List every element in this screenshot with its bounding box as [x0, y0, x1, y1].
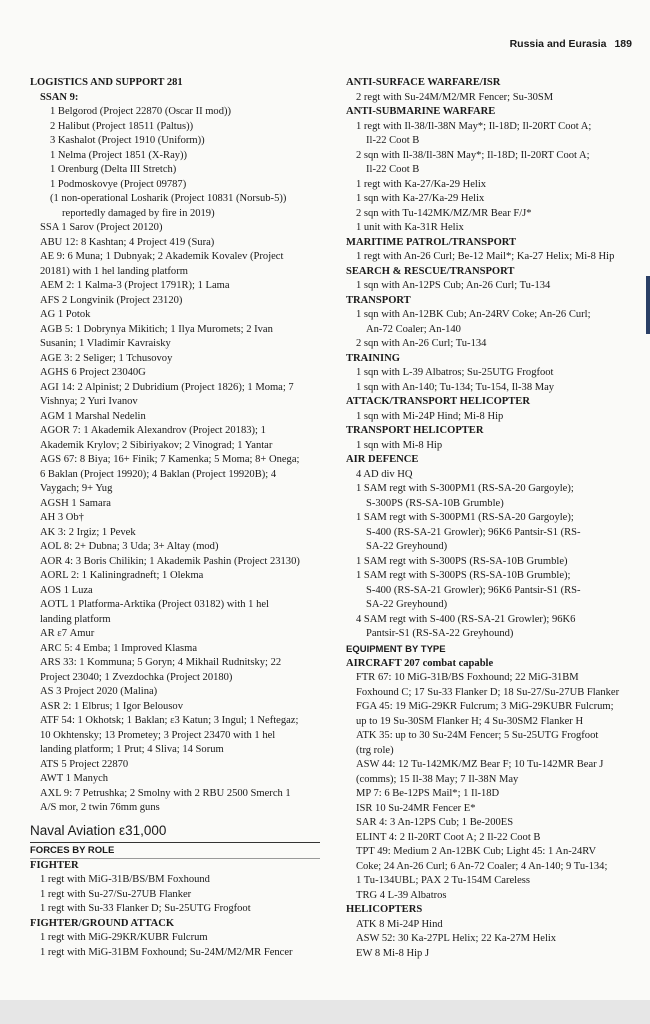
page-number: 189 [614, 38, 632, 50]
category-heading: SSAN 9: [40, 91, 79, 103]
text-line: 2 sqn with An-26 Curl; Tu-134 [356, 338, 487, 349]
category-heading: LOGISTICS AND SUPPORT 281 [30, 77, 183, 88]
text-line: ABU 12: 8 Kashtan; 4 Project 419 (Sura) [40, 236, 215, 248]
text-line: 1 Podmoskovye (Project 09787) [50, 178, 187, 190]
text-line: AOR 4: 3 Boris Chilikin; 1 Akademik Pashin (Project 23130) [40, 555, 300, 567]
text-line: (trg role) [356, 744, 394, 756]
category-heading: TRANSPORT [346, 294, 411, 306]
text-line: AR ε7 Amur [40, 628, 95, 639]
text-line: Akademik Krylov; 2 Sibiriyakov; 2 Vinograd; 1 Yantar [40, 439, 273, 451]
category-heading: TRANSPORT HELICOPTER [346, 425, 484, 436]
category-heading: FIGHTER/GROUND ATTACK [30, 917, 175, 929]
text-line: A/S mor, 2 twin 76mm guns [40, 802, 160, 813]
text-line: reportedly damaged by fire in 2019) [62, 207, 215, 219]
subsection-heading: FORCES BY ROLE [30, 843, 320, 859]
text-line: AFS 2 Longvinik (Project 23120) [40, 294, 183, 306]
text-line: 1 regt with Su-33 Flanker D; Su-25UTG Frogfoot [40, 903, 251, 914]
text-line: 1 Orenburg (Delta III Stretch) [50, 164, 177, 175]
text-line: AOS 1 Luza [40, 584, 93, 596]
text-line: FTR 67: 10 MiG-31B/BS Foxhound; 22 MiG-31BM [356, 672, 579, 683]
category-heading: SEARCH & RESCUE/TRANSPORT [346, 265, 515, 277]
text-line: AE 9: 6 Muna; 1 Dubnyak; 2 Akademik Kovalev (Project [40, 251, 284, 262]
text-line: 2 sqn with Tu-142MK/MZ/MR Bear F/J* [356, 207, 532, 219]
text-line: 1 regt with Ka-27/Ka-29 Helix [356, 178, 487, 190]
text-line: SSA 1 Sarov (Project 20120) [40, 222, 163, 233]
right-column [346, 76, 634, 961]
text-line: ASW 52: 30 Ka-27PL Helix; 22 Ka-27M Helix [356, 933, 557, 944]
text-line: AEM 2: 1 Kalma-3 (Project 1791R); 1 Lama [40, 280, 230, 291]
text-line: 2 Halibut (Project 18511 (Paltus)) [50, 120, 194, 132]
text-line: Susanin; 1 Vladimir Kavraisky [40, 338, 171, 349]
text-line: ELINT 4: 2 Il-20RT Coot A; 2 Il-22 Coot B [356, 831, 541, 843]
text-line: AGS 67: 8 Biya; 16+ Finik; 7 Kamenka; 5 Moma; 8+ Onega; [40, 454, 300, 465]
text-line: 3 Kashalot (Project 1910 (Uniform)) [50, 135, 205, 146]
text-line: 1 unit with Ka-31R Helix [356, 222, 464, 233]
text-line: MP 7: 6 Be-12PS Mail*; 1 Il-18D [356, 788, 500, 799]
category-heading: ANTI-SURFACE WARFARE/ISR [346, 77, 501, 88]
subsection-heading: EQUIPMENT BY TYPE [346, 643, 446, 655]
text-line: 1 Belgorod (Project 22870 (Oscar II mod)) [50, 106, 232, 117]
text-line: S-400 (RS-SA-21 Growler); 96K6 Pantsir-S1 (RS- [366, 526, 581, 538]
text-line: AK 3: 2 Irgiz; 1 Pevek [40, 526, 136, 538]
text-line: ARC 5: 4 Emba; 1 Improved Klasma [40, 642, 198, 654]
text-line: Foxhound C; 17 Su-33 Flanker D; 18 Su-27/Su-27UB Flanker [356, 686, 620, 698]
text-line: AORL 2: 1 Kaliningradneft; 1 Olekma [40, 570, 204, 581]
text-line: AGI 14: 2 Alpinist; 2 Dubridium (Project 1826); 1 Moma; 7 [40, 381, 294, 393]
text-line: An-72 Coaler; An-140 [366, 323, 461, 335]
text-line: AGE 3: 2 Seliger; 1 Tchusovoy [40, 352, 173, 364]
category-heading: HELICOPTERS [346, 904, 423, 915]
text-line: 1 regt with MiG-31BM Foxhound; Su-24M/M2/MR Fencer [40, 946, 293, 958]
text-line: 1 sqn with Mi-8 Hip [356, 439, 443, 451]
text-line: 2 sqn with Il-38/Il-38N May*; Il-18D; Il-20RT Coot A; [356, 149, 590, 161]
text-line: 1 SAM regt with S-300PS (RS-SA-10B Grumble) [356, 555, 568, 567]
text-line: 1 regt with An-26 Curl; Be-12 Mail*; Ka-27 Helix; Mi-8 Hip [356, 251, 615, 262]
text-line: 20181) with 1 hel landing platform [40, 265, 188, 277]
text-line: AWT 1 Manych [40, 773, 109, 784]
text-line: AGM 1 Marshal Nedelin [40, 410, 146, 422]
text-line: AGHS 6 Project 23040G [40, 367, 146, 378]
category-heading: AIR DEFENCE [346, 454, 419, 465]
text-line: Coke; 24 An-26 Curl; 6 An-72 Coaler; 4 An-140; 9 Tu-134; [356, 860, 608, 872]
text-line: landing platform [40, 613, 111, 625]
text-line: AOL 8: 2+ Dubna; 3 Uda; 3+ Altay (mod) [40, 541, 219, 552]
section-title: Naval Aviation ε31,000 [30, 822, 320, 843]
text-line: Pantsir-S1 (RS-SA-22 Greyhound) [366, 628, 514, 639]
text-line: 4 AD div HQ [356, 468, 413, 480]
text-line: 1 regt with Il-38/Il-38N May*; Il-18D; Il-20RT Coot A; [356, 120, 592, 132]
text-line: 6 Baklan (Project 19920); 4 Baklan (Project 19920B); 4 [40, 468, 277, 480]
text-line: ARS 33: 1 Kommuna; 5 Goryn; 4 Mikhail Rudnitsky; 22 [40, 657, 282, 668]
category-heading: AIRCRAFT 207 combat capable [346, 657, 494, 669]
text-line: AG 1 Potok [40, 309, 91, 320]
text-line: 1 SAM regt with S-300PM1 (RS-SA-20 Gargoyle); [356, 512, 574, 523]
text-line: 1 sqn with L-39 Albatros; Su-25UTG Frogfoot [356, 367, 554, 378]
text-line: ATK 35: up to 30 Su-24M Fencer; 5 Su-25UTG Frogfoot [356, 730, 599, 741]
text-line: 1 SAM regt with S-300PM1 (RS-SA-20 Gargoyle); [356, 483, 574, 494]
text-line: 1 SAM regt with S-300PS (RS-SA-10B Grumble); [356, 570, 571, 581]
chapter-edge-tab [646, 276, 650, 334]
category-heading: ATTACK/TRANSPORT HELICOPTER [346, 396, 530, 407]
text-line: 1 regt with MiG-29KR/KUBR Fulcrum [40, 932, 208, 943]
text-line: AS 3 Project 2020 (Malina) [40, 686, 158, 697]
text-line: SAR 4: 3 An-12PS Cub; 1 Be-200ES [356, 817, 514, 828]
text-line: up to 19 Su-30SM Flanker H; 4 Su-30SM2 Flanker H [356, 715, 584, 727]
text-line: TPT 49: Medium 2 An-12BK Cub; Light 45: 1 An-24RV [356, 846, 597, 857]
text-line: AGB 5: 1 Dobrynya Mikitich; 1 Ilya Muromets; 2 Ivan [40, 323, 273, 335]
text-line: landing platform; 1 Prut; 4 Sliva; 14 Sorum [40, 744, 224, 755]
text-line: ATF 54: 1 Okhotsk; 1 Baklan; ε3 Katun; 3 Ingul; 1 Neftegaz; [40, 715, 299, 726]
text-line: FGA 45: 19 MiG-29KR Fulcrum; 3 MiG-29KUBR Fulcrum; [356, 701, 614, 712]
text-line: AH 3 Ob† [40, 512, 84, 523]
text-line: TRG 4 L-39 Albatros [356, 889, 447, 901]
page-bottom-margin [0, 1000, 650, 1024]
text-line: (comms); 15 Il-38 May; 7 Il-38N May [356, 773, 519, 785]
text-line: S-400 (RS-SA-21 Growler); 96K6 Pantsir-S1 (RS- [366, 584, 581, 596]
text-line: 1 sqn with An-12PS Cub; An-26 Curl; Tu-134 [356, 280, 551, 291]
category-heading: TRAINING [346, 352, 400, 364]
text-line: Il-22 Coot B [366, 135, 420, 146]
text-line: 1 regt with Su-27/Su-27UB Flanker [40, 888, 192, 900]
text-line: ATK 8 Mi-24P Hind [356, 918, 443, 930]
text-line: ATS 5 Project 22870 [40, 758, 129, 770]
text-line: AGSH 1 Samara [40, 497, 111, 509]
category-heading: ANTI-SUBMARINE WARFARE [346, 106, 496, 117]
text-line: Vaygach; 9+ Yug [40, 483, 113, 494]
category-heading: MARITIME PATROL/TRANSPORT [346, 236, 517, 248]
text-line: 1 sqn with An-140; Tu-134; Tu-154, Il-38 May [356, 381, 555, 393]
text-line: ISR 10 Su-24MR Fencer E* [356, 802, 476, 814]
text-line: 1 Nelma (Project 1851 (X-Ray)) [50, 149, 188, 161]
text-line: 1 Tu-134UBL; PAX 2 Tu-154M Careless [356, 875, 530, 886]
category-heading: FIGHTER [30, 859, 79, 871]
text-line: SA-22 Greyhound) [366, 599, 448, 610]
text-line: AGOR 7: 1 Akademik Alexandrov (Project 20183); 1 [40, 425, 266, 436]
header-title: Russia and Eurasia [509, 38, 607, 50]
text-line: AXL 9: 7 Petrushka; 2 Smolny with 2 RBU 2500 Smerch 1 [40, 787, 291, 799]
text-line: Project 23040; 1 Zvezdochka (Project 20180) [40, 671, 233, 683]
left-column [30, 76, 320, 960]
text-line: 1 sqn with Ka-27/Ka-29 Helix [356, 193, 485, 204]
text-line: ASW 44: 12 Tu-142MK/MZ Bear F; 10 Tu-142MR Bear J [356, 759, 604, 770]
text-line: 1 sqn with Mi-24P Hind; Mi-8 Hip [356, 410, 504, 422]
text-line: AOTL 1 Platforma-Arktika (Project 03182) with 1 hel [40, 599, 269, 610]
text-line: 2 regt with Su-24M/M2/MR Fencer; Su-30SM [356, 91, 554, 103]
text-line: EW 8 Mi-8 Hip J [356, 947, 430, 959]
text-line: (1 non-operational Losharik (Project 10831 (Norsub-5)) [50, 193, 287, 204]
text-line: SA-22 Greyhound) [366, 541, 448, 552]
text-line: ASR 2: 1 Elbrus; 1 Igor Belousov [40, 700, 183, 712]
text-line: 4 SAM regt with S-400 (RS-SA-21 Growler); 96K6 [356, 613, 576, 625]
text-line: S-300PS (RS-SA-10B Grumble) [366, 497, 504, 509]
text-line: Vishnya; 2 Yuri Ivanov [40, 396, 138, 407]
text-line: Il-22 Coot B [366, 164, 420, 175]
text-line: 1 sqn with An-12BK Cub; An-24RV Coke; An-26 Curl; [356, 309, 591, 320]
text-line: 1 regt with MiG-31B/BS/BM Foxhound [40, 874, 210, 885]
running-header [510, 38, 632, 50]
text-line: 10 Okhtensky; 13 Prometey; 3 Project 23470 with 1 hel [40, 729, 276, 741]
